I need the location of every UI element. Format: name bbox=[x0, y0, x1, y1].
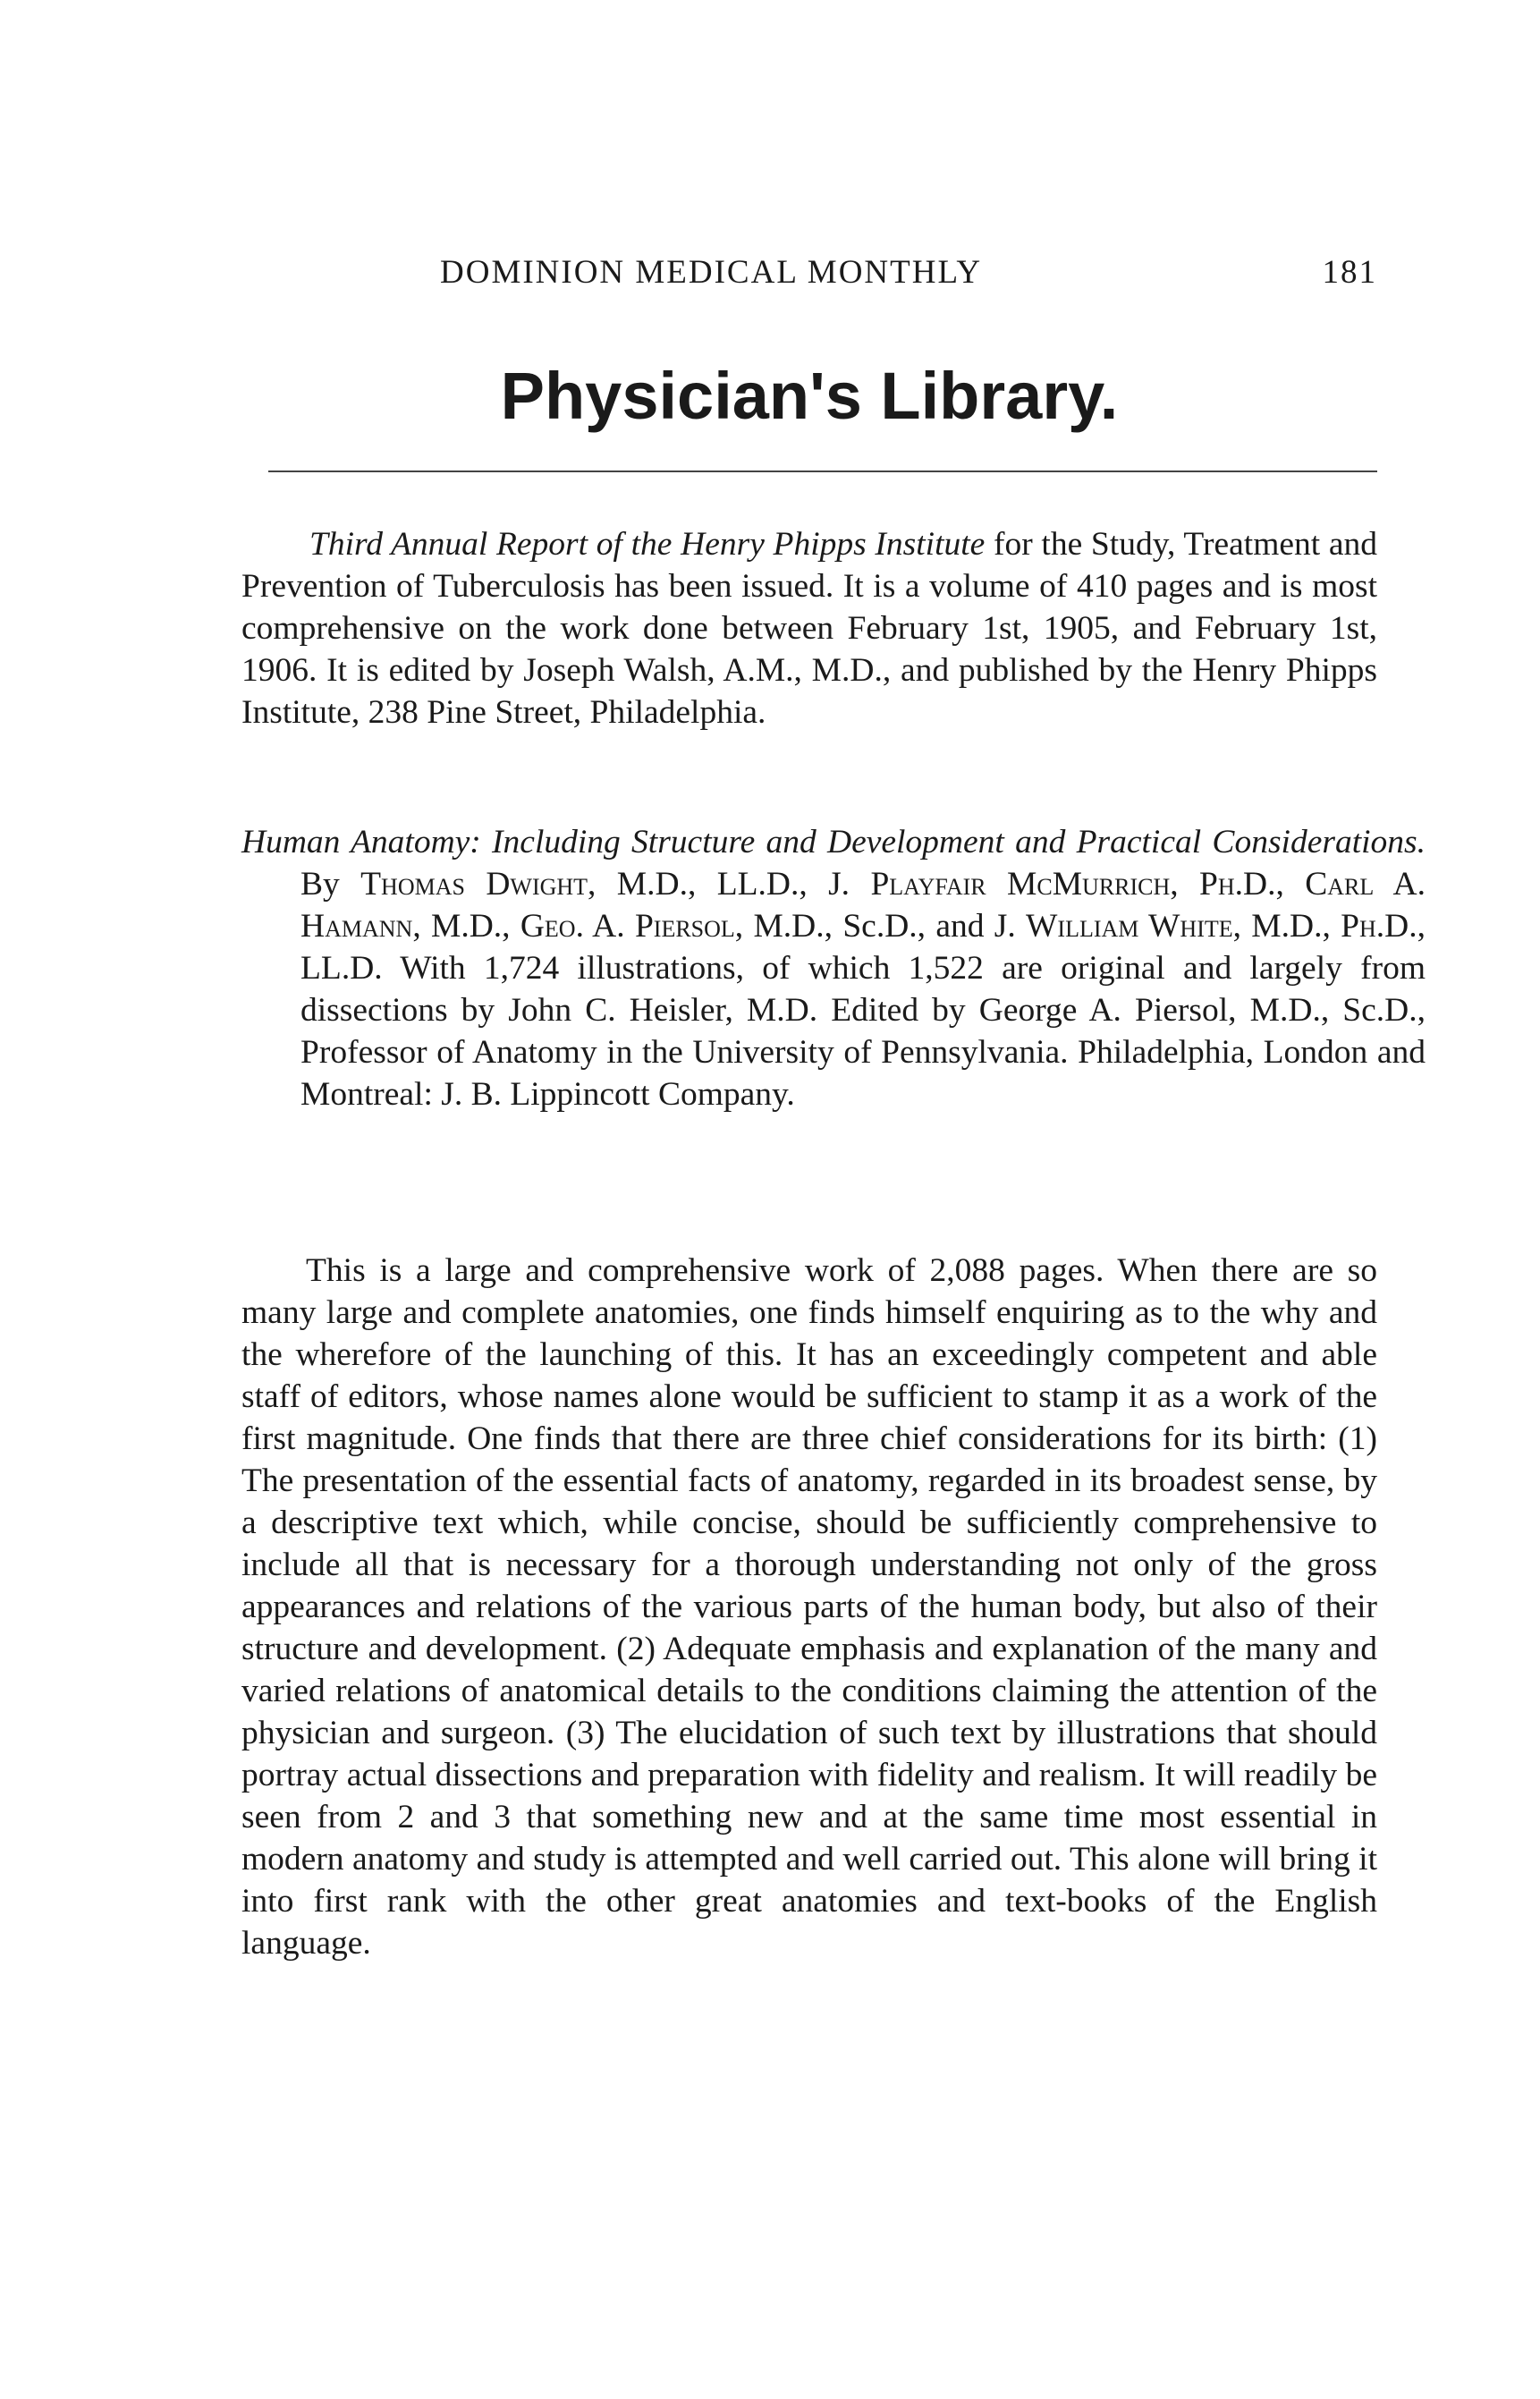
author-name: Geo. A. Piersol bbox=[520, 908, 735, 945]
journal-title: DOMINION MEDICAL MONTHLY bbox=[440, 254, 983, 291]
review-human-anatomy-citation: Human Anatomy: Including Structure and Development and Practical Considerations. By Thomas Dwight, M.D., LL.D., J. Playfair McMurrich, Ph.D., Carl A. Hamann, M.D., Geo. A. Piersol, M.D., Sc.D., and J. William White, M.D., Ph.D., LL.D. With 1,724 illustrations, of which 1,522 are original and largely from dissections by John C. Heisler, M.D. Edited by George A. Piersol, M.D., Sc.D., Professor of Anatomy in the University of Pennsylvania. Philadelphia, London and Montreal: J. B. Lippincott Company. bbox=[241, 824, 1426, 1113]
review-text: for the Study, Treatment and Prevention of Tuberculosis has been issued. It is a volume of 410 pages and is most comprehensive on the work done between February 1st, 1905, and February 1st, 1906. It is edited by Joseph Walsh, A.M., M.D., and published by the Henry Phipps Institute, 238 Pine Street, Philadelphia. bbox=[241, 526, 1378, 731]
author-name: Carl A. Hamann bbox=[300, 866, 1426, 945]
degree: Ph.D. bbox=[1199, 866, 1276, 903]
book-title: Human Anatomy: Including Structure and Development and Practical Considerations. bbox=[241, 824, 1426, 860]
degree: Ph.D. bbox=[1341, 908, 1417, 945]
review-title: Third Annual Report of the Henry Phipps Institute bbox=[309, 526, 986, 563]
review-human-anatomy-body: This is a large and comprehensive work of 2,088 pages. When there are so many large and complete anatomies, one finds himself enquiring as to the why and the wherefore of the launching of this. It has an exceedingly competent and able staff of editors, whose names alone would be sufficient to stamp it as a work of the first magnitude. One finds that there are three chief considerations for its birth: (1) The presentation of the essential facts of anatomy, regarded in its broadest sense, by a descriptive text which, while concise, should be sufficiently comprehensive to include all that is necessary for a thorough understanding not only of the gross appearances and relations of the various parts of the human body, but also of their structure and development. (2) Adequate emphasis and explanation of the many and varied relations of anatomical details to the conditions claiming the attention of the physician and surgeon. (3) The elucidation of such text by illustrations that should portray actual dissections and preparation with fidelity and realism. It will readily be seen from 2 and 3 that something new and at the same time most essential in modern anatomy and study is attempted and well carried out. This alone will bring it into first rank with the other great anatomies and text-books of the English language. bbox=[241, 1252, 1377, 1962]
page-number: 181 bbox=[1322, 254, 1377, 291]
section-title: Physician's Library. bbox=[500, 359, 1119, 433]
running-header bbox=[241, 253, 1377, 298]
author-name: Thomas Dwight bbox=[360, 866, 588, 903]
author-name: Playfair McMurrich bbox=[870, 866, 1171, 903]
review-phipps-report bbox=[241, 523, 1377, 733]
author-name: William White bbox=[1026, 908, 1233, 945]
title-rule bbox=[268, 470, 1377, 472]
